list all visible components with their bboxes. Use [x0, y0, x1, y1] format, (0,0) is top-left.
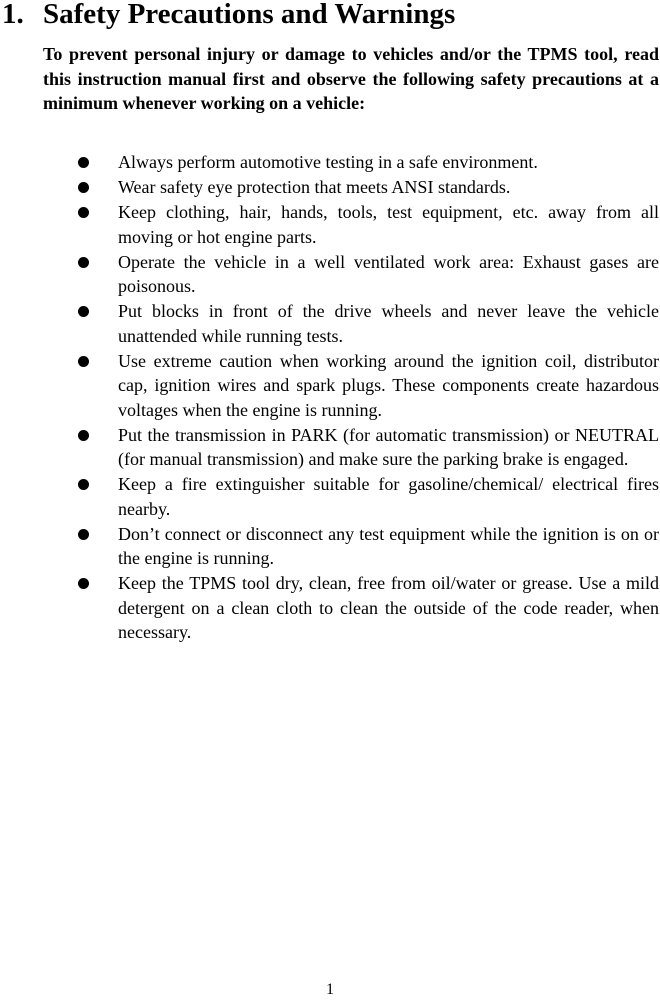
section-number: 1. — [2, 0, 24, 30]
list-item — [0, 472, 659, 521]
bullet-icon — [78, 430, 89, 441]
list-item — [0, 175, 659, 200]
bullet-icon — [78, 157, 89, 168]
section-heading — [2, 0, 455, 32]
bullet-icon — [78, 182, 89, 193]
list-item — [0, 349, 659, 423]
list-item-text: Keep clothing, hair, hands, tools, test equipment, etc. away from all moving or hot engine parts. — [118, 202, 659, 247]
bullet-icon — [78, 257, 89, 268]
section-title: Safety Precautions and Warnings — [43, 0, 456, 30]
page-number: 1 — [326, 981, 334, 998]
safety-precautions-list — [0, 150, 659, 645]
bullet-icon — [78, 578, 89, 589]
list-item — [0, 250, 659, 299]
list-item — [0, 150, 659, 175]
bullet-icon — [78, 529, 89, 540]
intro-paragraph: To prevent personal injury or damage to vehicles and/or the TPMS tool, read this instruction manual first and observe the following safety precautions at a minimum whenever working on a vehicle: — [43, 44, 659, 113]
list-item-text: Put blocks in front of the drive wheels and never leave the vehicle unattended while running tests. — [118, 301, 659, 346]
list-item-text: Put the transmission in PARK (for automatic transmission) or NEUTRAL (for manual transmission) and make sure the parking brake is engaged. — [118, 424, 659, 469]
list-item — [0, 299, 659, 348]
list-item-text: Wear safety eye protection that meets ANSI standards. — [118, 177, 511, 197]
bullet-icon — [78, 306, 89, 317]
bullet-icon — [78, 207, 89, 218]
list-item-text: Always perform automotive testing in a safe environment. — [118, 152, 538, 172]
list-item — [0, 200, 659, 249]
list-item — [0, 522, 659, 571]
list-item-text: Don’t connect or disconnect any test equipment while the ignition is on or the engine is running. — [118, 523, 659, 568]
list-item-text: Use extreme caution when working around the ignition coil, distributor cap, ignition wires and spark plugs. These components create hazardous voltages when the engine is running. — [118, 350, 659, 420]
list-item-text: Keep the TPMS tool dry, clean, free from oil/water or grease. Use a mild detergent on a clean cloth to clean the outside of the code reader, when necessary. — [118, 573, 659, 642]
bullet-icon — [78, 356, 89, 367]
list-item-text: Operate the vehicle in a well ventilated work area: Exhaust gases are poisonous. — [118, 251, 659, 296]
list-item — [0, 571, 659, 645]
list-item-text: Keep a fire extinguisher suitable for gasoline/chemical/ electrical fires nearby. — [118, 474, 659, 519]
bullet-icon — [78, 479, 89, 490]
list-item — [0, 423, 659, 472]
